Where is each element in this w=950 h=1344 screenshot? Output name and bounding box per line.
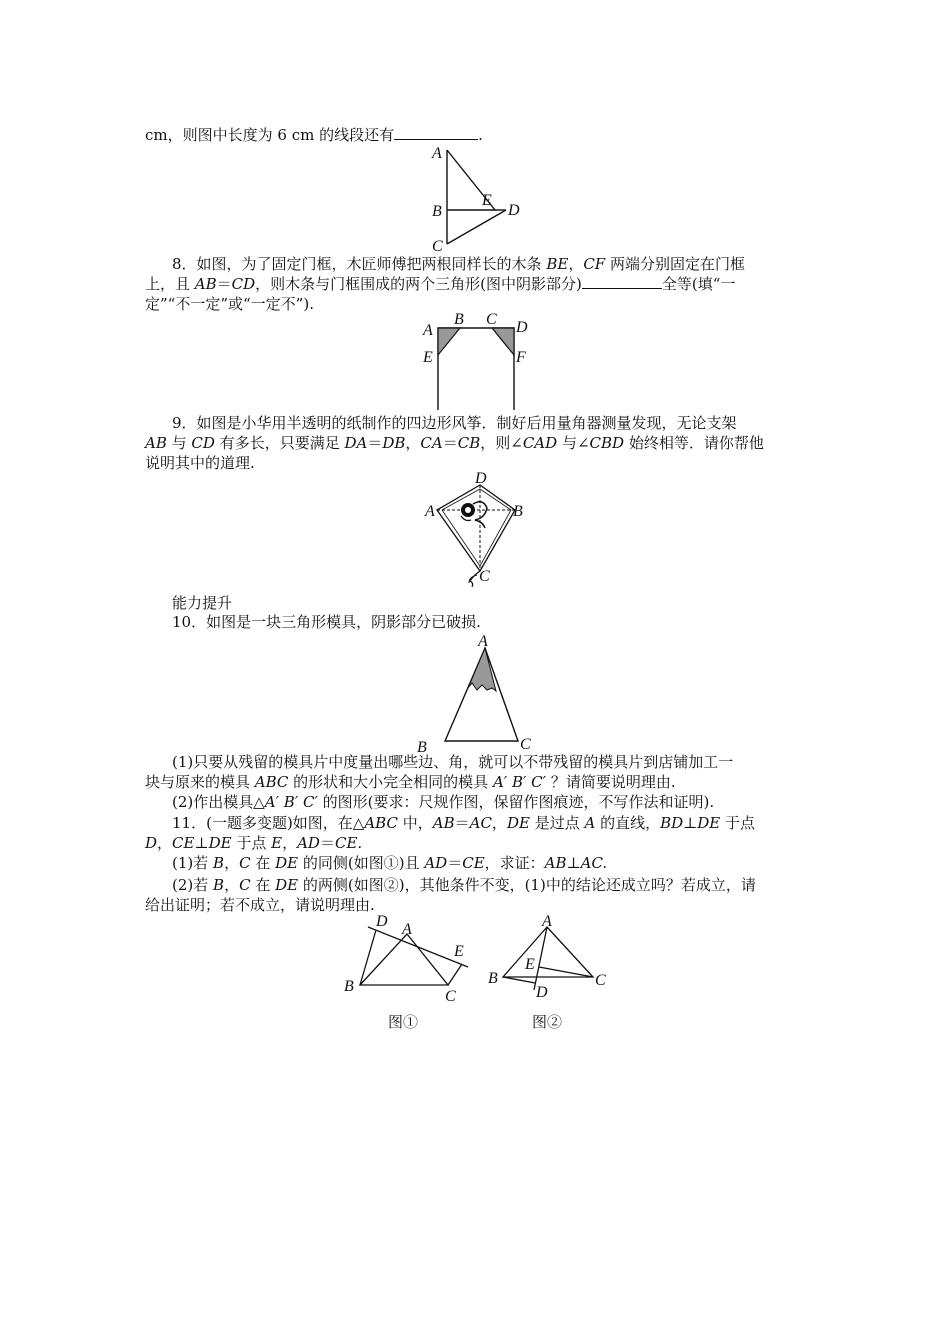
var: A′ B′ C′ — [264, 793, 318, 811]
q8-line3 — [145, 294, 314, 314]
var: DE — [506, 814, 530, 832]
label-B: B — [432, 203, 442, 220]
var: AD — [297, 834, 320, 852]
text: 两端分别固定在门框 — [605, 255, 745, 273]
label-E: E — [525, 956, 535, 973]
text: (2)若 — [172, 876, 214, 894]
var: DE — [208, 834, 232, 852]
text: ⊥ — [194, 834, 209, 852]
text: (1)只要从残留的模具片中度量出哪些边、角，就可以不带残留的模具片到店铺加工一 — [172, 753, 734, 771]
label-A: A — [423, 322, 433, 339]
var: AB — [194, 275, 217, 293]
var: CA — [420, 434, 443, 452]
figure-10 — [415, 628, 540, 755]
label-C: C — [432, 238, 443, 255]
var: B — [213, 854, 225, 872]
var: DE — [697, 814, 721, 832]
text: 给出证明；若不成立，请说明理由. — [145, 896, 375, 914]
var: BE — [546, 255, 569, 273]
text: 块与原来的模具 — [145, 773, 255, 791]
var: CE. — [334, 834, 363, 852]
text: ⊥ — [566, 854, 581, 872]
var: DA — [344, 434, 368, 452]
text: ＝ — [454, 814, 470, 832]
q7-period: . — [478, 126, 483, 144]
text: ， — [224, 876, 240, 894]
text: ， — [224, 854, 240, 872]
var: CD — [231, 275, 256, 293]
var: AD — [424, 854, 448, 872]
figure-9 — [425, 468, 535, 590]
figure-8 — [418, 310, 538, 415]
label-D: D — [508, 202, 520, 219]
figure-11-1 — [340, 912, 475, 1005]
var: DE — [275, 854, 299, 872]
var: CF — [583, 255, 606, 273]
text: ？请简要说明理由. — [546, 773, 676, 791]
text: 全等(填“一 — [661, 275, 736, 293]
text: 中， — [397, 814, 433, 832]
label-A: A — [478, 633, 488, 650]
var: AB — [145, 434, 167, 452]
text: ＝ — [367, 434, 383, 452]
q9-line3 — [145, 453, 255, 473]
label-D: D — [536, 984, 548, 1001]
text: 8．如图，为了固定门框，木匠师傅把两根同样长的木条 — [172, 255, 547, 273]
q10-part2 — [172, 792, 714, 812]
var: CB — [457, 434, 481, 452]
label-C: C — [479, 568, 490, 585]
section-heading: 能力提升 — [172, 594, 233, 612]
answer-blank — [394, 125, 478, 140]
text: ，则∠ — [480, 434, 523, 452]
text: 上，且 — [145, 275, 195, 293]
text: 的两侧(如图②)，其他条件不变，(1)中的结论还成立吗？若成立，请 — [298, 876, 756, 894]
q11-part2-line1 — [172, 875, 756, 895]
text: 的图形(要求：尺规作图，保留作图痕迹，不写作法和证明). — [317, 793, 715, 811]
label-F: F — [516, 349, 526, 366]
text: 有多长，只要满足 — [214, 434, 345, 452]
label-D: D — [376, 913, 388, 930]
text: 始终相等．请你帮他 — [624, 434, 764, 452]
figure-7 — [420, 140, 530, 255]
label-C: C — [595, 972, 606, 989]
label-A: A — [425, 503, 435, 520]
text: 是过点 — [529, 814, 585, 832]
text: ＝ — [447, 854, 463, 872]
label-B: B — [488, 970, 498, 987]
caption-figure-1: 图① — [388, 1013, 419, 1031]
text: 与 — [166, 434, 192, 452]
label-D: D — [516, 319, 528, 336]
q7-text: cm，则图中长度为 6 cm 的线段还有 — [145, 126, 395, 144]
q11-line1 — [172, 813, 755, 833]
q10-part1-line1 — [172, 752, 733, 772]
text: 的直线， — [595, 814, 661, 832]
var: A′ B′ C′ — [492, 773, 547, 791]
var: CE — [172, 834, 195, 852]
text: 在 — [250, 876, 276, 894]
text: 于点 — [720, 814, 756, 832]
text: ，求证： — [484, 854, 545, 872]
var: AC. — [580, 854, 608, 872]
q8-line1 — [172, 254, 745, 274]
var: CD — [191, 434, 215, 452]
var: B — [213, 876, 225, 894]
var: AC — [469, 814, 492, 832]
var: CBD — [589, 434, 625, 452]
text: 的同侧(如图①)且 — [298, 854, 425, 872]
var: D — [145, 834, 158, 852]
q11-line2 — [145, 833, 362, 853]
text: ， — [282, 834, 298, 852]
label-A: A — [432, 145, 442, 162]
text: ， — [157, 834, 173, 852]
text: 9．如图是小华用半透明的纸制作的四边形风筝．制好后用量角器测量发现，无论支架 — [172, 414, 737, 432]
text: ， — [405, 434, 421, 452]
var: DB — [382, 434, 406, 452]
label-A: A — [402, 921, 412, 938]
label-B: B — [344, 978, 354, 995]
var: CE — [462, 854, 485, 872]
text: 在 — [250, 854, 276, 872]
q8-line2 — [145, 274, 735, 294]
text: ＝ — [216, 275, 232, 293]
figure-11-2 — [485, 912, 615, 1002]
text: 于点 — [231, 834, 272, 852]
caption-figure-2: 图② — [532, 1013, 563, 1031]
var: AB — [544, 854, 567, 872]
text: 说明其中的道理. — [145, 454, 255, 472]
label-B: B — [513, 503, 523, 520]
var: AB — [432, 814, 455, 832]
label-B: B — [454, 311, 464, 328]
text: 10．如图是一块三角形模具，阴影部分已破损. — [172, 613, 481, 631]
q9-line1 — [172, 413, 737, 433]
label-E: E — [454, 943, 464, 960]
var: C — [239, 854, 251, 872]
text: ， — [568, 255, 584, 273]
label-C: C — [486, 311, 497, 328]
text: ＝ — [442, 434, 458, 452]
text: ＝ — [319, 834, 335, 852]
q10-part1-line2 — [145, 772, 676, 792]
label-E: E — [423, 349, 433, 366]
label-E: E — [482, 192, 492, 209]
text: (2)作出模具△ — [172, 793, 265, 811]
var: E — [271, 834, 283, 852]
text: 定”“不一定”或“一定不”). — [145, 295, 314, 313]
label-B: B — [417, 739, 427, 756]
label-D: D — [475, 470, 487, 487]
label-C: C — [520, 736, 531, 753]
text: (1)若 — [172, 854, 214, 872]
rooster-icon — [461, 502, 487, 528]
var: DE — [275, 876, 299, 894]
text: 11．(一题多变题)如图，在△ — [172, 814, 365, 832]
var: ABC — [254, 773, 289, 791]
text: 与∠ — [557, 434, 590, 452]
answer-blank — [582, 274, 662, 289]
var: ABC — [364, 814, 398, 832]
q9-line2 — [145, 433, 764, 453]
label-C: C — [445, 988, 456, 1005]
var: BD — [660, 814, 684, 832]
text: 的形状和大小完全相同的模具 — [288, 773, 493, 791]
text: ⊥ — [683, 814, 698, 832]
label-A: A — [542, 913, 552, 930]
var: CAD — [522, 434, 558, 452]
text: ， — [491, 814, 507, 832]
q11-part1 — [172, 853, 607, 873]
var: A — [584, 814, 596, 832]
var: C — [239, 876, 251, 894]
text: ，则木条与门框围成的两个三角形(图中阴影部分) — [255, 275, 582, 293]
